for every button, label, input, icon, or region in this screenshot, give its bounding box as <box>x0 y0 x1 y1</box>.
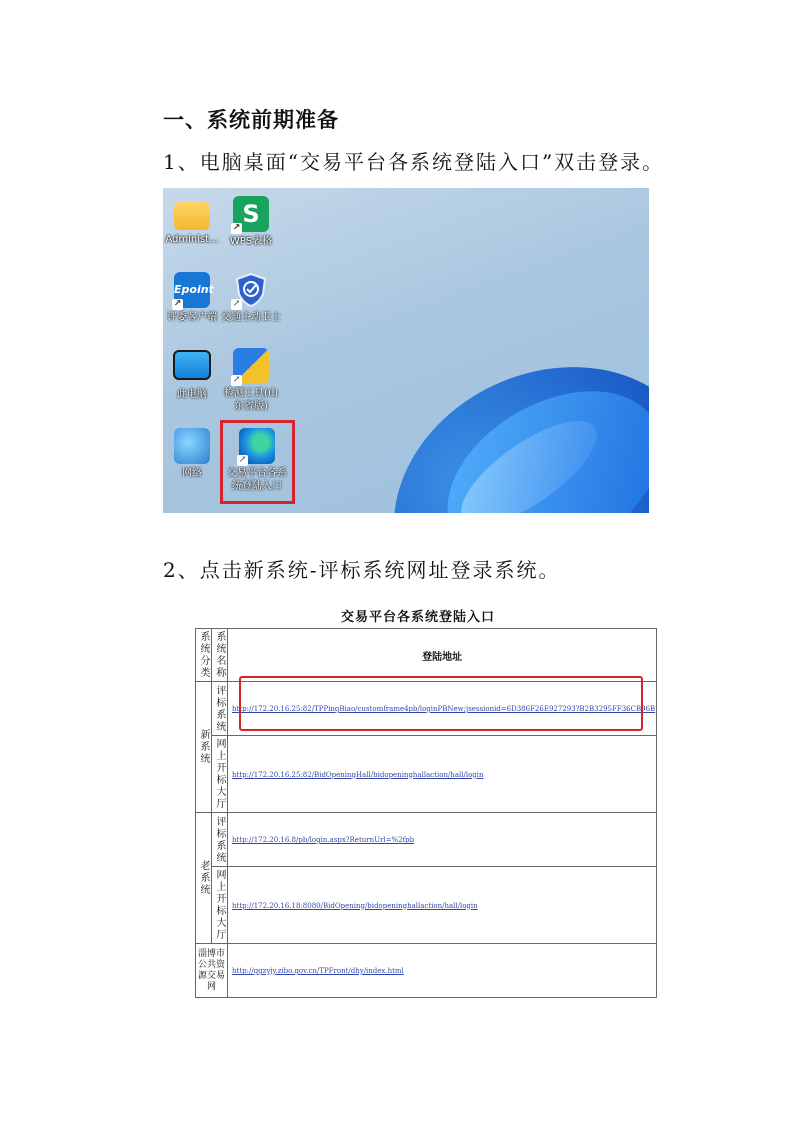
system-name-cell: 评标系统 <box>212 813 228 867</box>
header-name: 系统名称 <box>212 629 228 682</box>
login-url-link[interactable]: http://172.20.16.18:8080/BidOpening/bidopeninghallaction/hall/login <box>232 901 478 910</box>
shortcut-arrow-icon: ↗ <box>238 455 247 465</box>
desktop-icon-label: 交通主动卫士 <box>221 312 281 323</box>
header-category: 系统分类 <box>196 629 212 682</box>
shortcut-arrow-icon: ↗ <box>232 223 241 233</box>
category-cell: 老系统 <box>196 813 212 944</box>
wps-sheet-icon: S ↗ <box>233 196 269 232</box>
desktop-icon-this-pc[interactable] <box>163 350 224 401</box>
desktop-icon-epoint[interactable] <box>163 272 224 324</box>
desktop-icon-network[interactable] <box>163 428 224 480</box>
network-icon <box>174 428 210 464</box>
login-url-link[interactable]: http://172.20.16.25:82/TPPingBiao/customframe4pb/loginPBNew;jsessionid=6D386F26E927293?B2B3295FF36CB96B <box>232 705 656 713</box>
login-url-link[interactable]: http://172.20.16.8/pb/login.aspx?ReturnUrl=%2fpb <box>232 836 415 844</box>
login-url-link[interactable]: http://172.20.16.25:82/BidOpeningHall/bidopeninghallaction/hall/login <box>232 770 484 779</box>
check-tool-icon <box>233 348 269 384</box>
desktop-icon-label-line1: 交易平台各系 <box>227 468 287 479</box>
desktop-icon-label: WPS表格 <box>229 236 273 247</box>
desktop-icon-administrator[interactable] <box>163 196 224 246</box>
shield-icon <box>233 272 269 308</box>
desktop-screenshot <box>163 188 649 513</box>
desktop-icon-wps[interactable] <box>219 196 283 248</box>
shortcut-arrow-icon: ↗ <box>232 299 241 309</box>
system-name-cell: 网上开标大厅 <box>212 867 228 944</box>
highlight-box <box>220 420 295 504</box>
desktop-icon-check-tool[interactable] <box>219 348 283 413</box>
desktop-icon-label: 评委客户端 <box>167 312 217 323</box>
shortcut-arrow-icon: ↗ <box>232 375 241 385</box>
table-header-row <box>196 629 657 682</box>
epoint-icon: Epoint ↗ <box>174 272 210 308</box>
highlight-box <box>239 676 643 731</box>
category-cell: 淄博市公共资源交易网 <box>196 944 228 998</box>
category-cell: 新系统 <box>196 682 212 813</box>
table-row <box>196 867 657 944</box>
desktop-icon-label: 此电脑 <box>177 389 207 400</box>
desktop-icon-label: 网络 <box>182 468 202 479</box>
desktop-icon-label-line1: 检测工具(山 <box>224 388 278 399</box>
folder-icon <box>174 202 210 230</box>
table-row <box>196 736 657 813</box>
system-name-cell: 网上开标大厅 <box>212 736 228 813</box>
desktop-icon-label-line2: 东省版) <box>234 401 268 412</box>
table-title: 交易平台各系统登陆入口 <box>340 610 495 625</box>
desktop-icon-label: Administ... <box>165 234 219 245</box>
table-row <box>196 813 657 867</box>
table-row <box>196 944 657 998</box>
section-heading: 一、系统前期准备 <box>163 108 339 132</box>
login-table-screenshot <box>195 608 656 992</box>
shortcut-arrow-icon: ↗ <box>173 299 182 309</box>
desktop-icon-label-line2: 统登陆入口 <box>232 481 282 492</box>
header-address: 登陆地址 <box>228 629 657 682</box>
step-2-text: 2、点击新系统-评标系统网址登录系统。 <box>163 558 561 582</box>
step-1-text: 1、电脑桌面“交易平台各系统登陆入口”双击登录。 <box>163 150 665 174</box>
system-name-cell: 评标系统 <box>212 682 228 736</box>
computer-icon <box>173 350 211 380</box>
login-url-link[interactable]: http://ggzyjy.zibo.gov.cn/TPFront/dhy/index.html <box>232 967 404 975</box>
desktop-icon-guard[interactable] <box>219 272 283 324</box>
